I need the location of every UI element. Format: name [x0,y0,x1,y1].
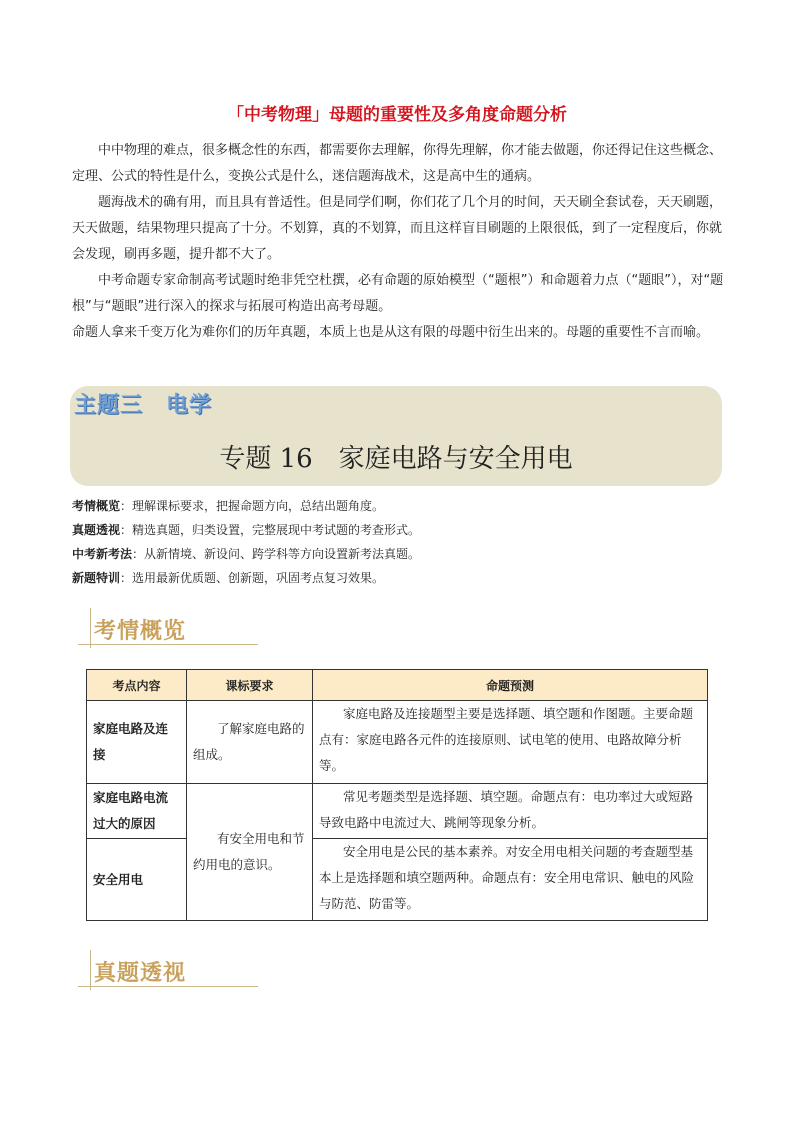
table-cell-point: 家庭电路及连接 [87,701,187,784]
table-header-row [87,670,708,701]
table-cell-prediction: 家庭电路及连接题型主要是选择题、填空题和作图题。主要命题点有：家庭电路各元件的连接原则、试电笔的使用、电路故障分析等。 [313,701,708,784]
intro-paragraph-last: 命题人拿来千变万化为难你们的历年真题，本质上也是从这有限的母题中衍生出来的。母题的重要性不言而喻。 [72,325,710,340]
intro-paragraph: 中中物理的难点，很多概念性的东西，都需要你去理解，你得先理解，你才能去做题，你还得记住这些概念、定理、公式的特性是什么，变换公式是什么，迷信题海战术，这是高中生的通病。 [72,143,723,184]
table-cell-prediction: 常见考题类型是选择题、填空题。命题点有：电功率过大或短路导致电路中电流过大、跳闸等现象分析。 [313,784,708,839]
legend-item: 考情概览：理解课标要求，把握命题方向，总结出题角度。 [72,499,385,513]
legend-item: 新题特训：选用最新优质题、创新题，巩固考点复习效果。 [72,571,385,585]
legend-item: 真题透视：精选真题，归类设置，完整展现中考试题的考查形式。 [72,523,421,537]
exam-overview-table [86,669,708,921]
section-heading-real-exams [78,950,278,994]
section-heading-text: 考情概览 [94,619,187,644]
table-row [87,784,708,839]
document-title: 「中考物理」母题的重要性及多角度命题分析 [227,105,567,125]
banner-theme-label: 主题三 电学 [74,393,213,418]
intro-paragraph: 题海战术的确有用，而且具有普适性。但是同学们啊，你们花了几个月的时间，天天刷全套试卷，天天刷题，天天做题，结果物理只提高了十分。不划算，真的不划算，而且这样盲目刷题的上限很低，到了一定程度后，你就会发现，刷再多题，提升都不大了。 [72,195,723,262]
table-row [87,701,708,784]
intro-paragraph: 中考命题专家命制高考试题时绝非凭空杜撰，必有命题的原始模型（“题根”）和命题着力点（“题眼”），对“题根”与“题眼”进行深入的探求与拓展可构造出高考母题。 [72,273,724,314]
table-cell-requirement: 有安全用电和节约用电的意识。 [187,784,313,921]
section-legend [72,494,726,590]
table-header-cell: 课标要求 [187,670,313,701]
table-header-cell: 考点内容 [87,670,187,701]
heading-corner-line [90,950,91,990]
table-cell-prediction: 安全用电是公民的基本素养。对安全用电相关问题的考查题型基本上是选择题和填空题两种。命题点有：安全用电常识、触电的风险与防范、防雷等。 [313,839,708,921]
banner-topic-title: 专题 16 家庭电路与安全用电 [219,444,573,474]
intro-text [72,138,726,346]
table-cell-point: 安全用电 [87,839,187,921]
table-cell-requirement: 了解家庭电路的组成。 [187,701,313,784]
heading-corner-line [90,608,91,648]
topic-banner [70,386,722,486]
section-heading-overview [78,608,278,652]
table-header-cell: 命题预测 [313,670,708,701]
table-row [87,839,708,921]
table-cell-point: 家庭电路电流过大的原因 [87,784,187,839]
legend-item: 中考新考法：从新情境、新设问、跨学科等方向设置新考法真题。 [72,547,421,561]
section-heading-text: 真题透视 [94,961,187,986]
